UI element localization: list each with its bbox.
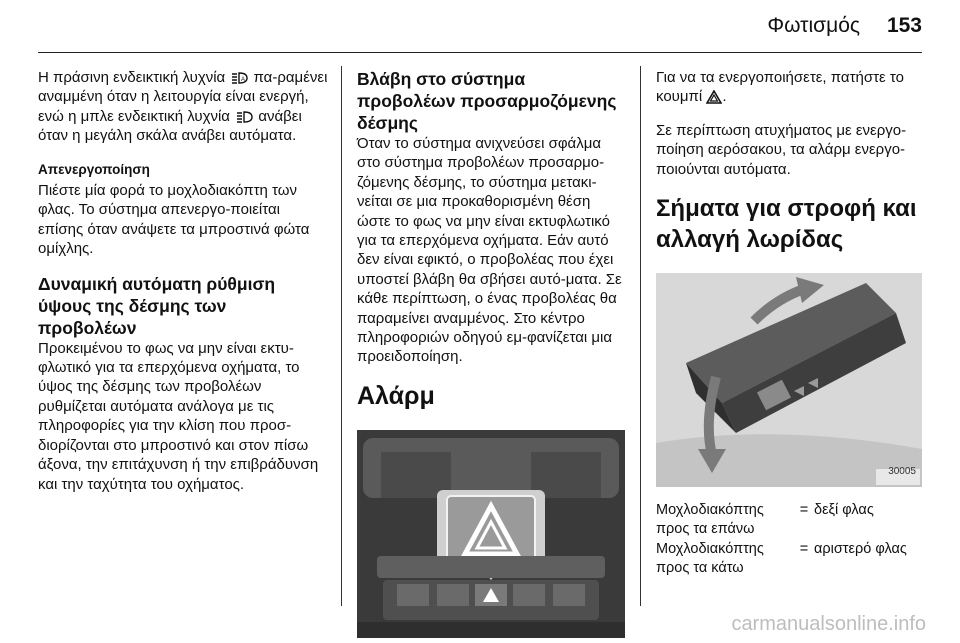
hazard-figure-illustration [357,430,625,638]
legend-row: Μοχλοδιακόπτης προς τα επάνω = δεξί φλας [656,502,874,537]
header-rule [38,52,922,53]
heading-hazard: Αλάρμ [357,381,435,410]
hazard-warning-icon [706,90,722,104]
hazard-switch-figure [357,430,625,638]
paragraph-headlight-fault: Όταν το σύστημα ανιχνεύσει σφάλμα στο σύστημα προβολέων προσαρμο-ζόμενης δέσμης, το σύστημα μετακι-νείται σε μια προκαθορισμένη θέση ώστε το φως να μην είναι εκτυφλωτικό για τα επερχόμενα οχήματα. Εάν αυτό δεν είναι εφικτό, ο προβολέας που έχει υποστεί βλάβη θα σβήσει αυτό-ματα. Σε κάθε περίπτωση, ο ένας προβολέας θα παραμείνει αναμμένος. Στο κέντρο πληροφοριών οδηγού εμ-φανίζεται μια προειδοποίηση. [357,135,622,366]
auto-high-beam-icon [229,71,249,85]
section-title: Φωτισμός [767,14,860,37]
paragraph-dynamic-leveling: Προκειμένου το φως να μην είναι εκτυ-φλωτικό για τα επερχόμενα οχήματα, το ύψος της δέσμης των προβολέων ρυθμίζεται αυτόματα ανάλογα με τις πληροφορίες για την κλίση που προσ-διορίζονται στο μπροστινό και στον πίσω άξονα, την επιτάχυνση ή την επιβράδυνση και την ταχύτητα του οχήματος. [38,339,319,493]
paragraph-indicator: Η πράσινη ενδεικτική λυχνία A πα-ραμένει αναμμένη όταν η λειτουργία είναι ενεργή, ενώ η μπλε ενδεικτική λυχνία ανάβει όταν η μεγάλη σκάλα ανάβει αυτόματα. [38,69,328,145]
page-header [0,0,960,50]
subheading-deactivation: Απενεργοποίηση [38,161,150,177]
watermark: carmanualsonline.info [731,613,926,635]
paragraph-airbag: Σε περίπτωση ατυχήματος με ενεργο-ποίηση αερόσακου, τα αλάρμ ενεργο-ποιούνται αυτόματα. [656,121,907,178]
signal-legend [656,501,922,577]
stalk-figure-illustration [656,273,922,487]
heading-turn-signals: Σήματα για στροφή και αλλαγή λωρίδας [656,195,917,254]
svg-text:A: A [241,77,246,84]
turn-signal-stalk-figure [656,273,922,487]
column-divider-1 [341,66,342,606]
heading-dynamic-leveling: Δυναμική αυτόματη ρύθμιση ύψους της δέσμης των προβολέων [38,273,276,338]
figure-code: 30005 [888,465,916,477]
page-number: 153 [886,14,922,37]
column-2 [357,68,625,638]
column-divider-2 [640,66,641,606]
column-3 [656,68,922,579]
heading-headlight-fault: Βλάβη στο σύστημα προβολέων προσαρμοζόμενης δέσμης [357,69,617,133]
paragraph-hazard-activate: Για να τα ενεργοποιήσετε, πατήστε το κουμπί . [656,69,904,106]
legend-row: Μοχλοδιακόπτης προς τα κάτω = αριστερό φλας [656,541,907,576]
column-1 [38,68,328,508]
paragraph-deactivation: Πιέστε μία φορά το μοχλοδιακόπτη των φλας. Το σύστημα απενεργο-ποιείται επίσης όταν ανάψετε τα μπροστινά φώτα ομίχλης. [38,182,310,258]
high-beam-icon [234,110,254,124]
